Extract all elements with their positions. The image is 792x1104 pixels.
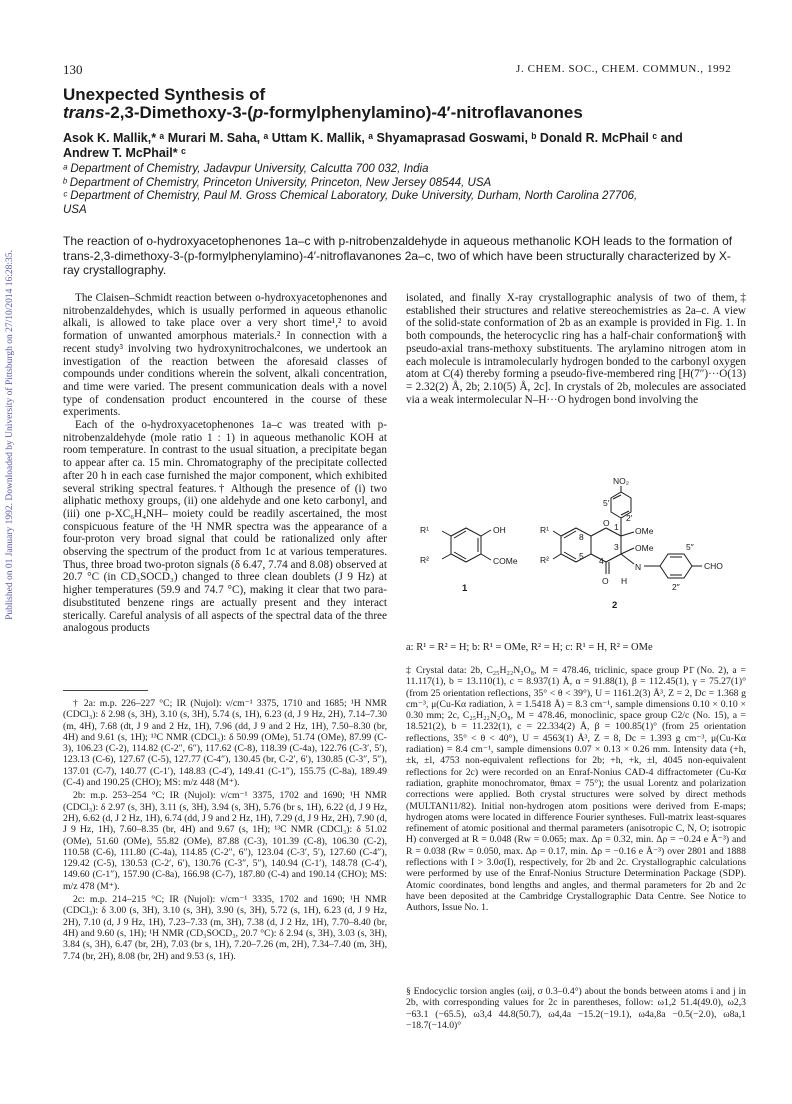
pos-4: 4 — [599, 556, 604, 566]
footnote-rule — [63, 690, 148, 691]
label-oh: OH — [493, 525, 506, 535]
title-line-1: Unexpected Synthesis of — [63, 85, 266, 104]
label-r1-2: R¹ — [540, 525, 549, 535]
author-list — [63, 131, 743, 161]
pos-8: 8 — [579, 532, 584, 542]
download-stamp-text: Published on 01 January 1992. Downloaded by University of Pittsburgh on 27/10/2014 16:28:35. — [5, 250, 15, 620]
title-end: -formylphenylamino)-4′-nitroflavanones — [263, 103, 583, 122]
pos-2-double-prime: 2″ — [672, 582, 680, 592]
title-line-2 — [63, 104, 743, 122]
pos-5-double-prime: 5″ — [686, 542, 694, 552]
affiliation-b: ᵇ Department of Chemistry, Princeton University, Princeton, New Jersey 08544, USA — [63, 176, 492, 189]
pos-1: 1 — [614, 522, 619, 532]
affiliations — [63, 163, 753, 217]
body-paragraph-2: Each of the o-hydroxyacetophenones 1a–c was treated with p-nitrobenzaldehyde (mole ratio 1 : 1) in aqueous methanolic KOH at room temperature. In contrast to the usual situation, a precipitate began to appear after ca. 15 min. Chromatography of the precipitate collected after 20 h in each case furnished the major component, which exhibited several striking spectral features.† Although the presence of (i) two aliphatic methoxy groups, (ii) one aldehyde and one keto carbonyl, and (iii) one p-XC₆H₄NH– moiety could be readily ascertained, the most conspicuous feature of the ¹H NMR spectra was the appearance of a four-proton very broad signal that could be rationalized only after observing the spectrum of the product from 1c at various temperatures. Thus, three broad two-proton signals (δ 6.47, 7.74 and 8.08) observed at 20.7 °C (in CD₃SOCD₃) changed to three clean doublets (J 9 Hz) at higher temperatures (59.9 and 74.7 °C), making it clear that two para-disubstituted benzene rings are actually present and they interact sterically. Careful analysis of all aspects of the spectral data of the three analogous products — [63, 419, 387, 635]
journal-header: J. CHEM. SOC., CHEM. COMMUN., 1992 — [516, 63, 732, 75]
right-column-body — [406, 292, 746, 406]
footnote-2b: 2b: m.p. 253–254 °C; IR (Nujol): ν/cm⁻¹ 3375, 1702 and 1690; ¹H NMR (CDCl₃): δ 2.97 (s, 3H), 3.11 (s, 3H), 3.94 (s, 3H), 5.76 (br s, 1H), 6.22 (d, J 9 Hz, 2H), 6.62 (d, J 2 Hz, 1H), 6.74 (dd, J 9 and 2 Hz, 1H), 7.29 (d, J 9 Hz, 2H), 7.90 (d, J 9 Hz, 1H), 7.60–8.35 (br, 4H) and 9.67 (s, 1H); ¹³C NMR (CDCl₃): δ 51.02 (OMe), 51.60 (OMe), 55.82 (OMe), 87.88 (C-3), 101.39 (C-8), 106.30 (C-2), 110.58 (C-6), 111.80 (C-4a), 114.85 (C-2″, 6″), 123.04 (C-3′, 5′), 127.60 (C-4″), 129.42 (C-5), 130.53 (C-2′, 6′), 130.76 (C-3″, 5″), 140.94 (C-1′), 148.78 (C-4′), 149.60 (C-1″), 157.90 (C-8a), 166.98 (C-7), 187.80 (C-4) and 190.14 (CHO); MS: m/z 478 (M⁺). — [63, 790, 387, 892]
compound-label-2: 2 — [612, 600, 618, 611]
authors-line-2: Andrew T. McPhail* ᶜ — [63, 146, 186, 160]
label-carbonyl-o: O — [602, 576, 609, 586]
reaction-scheme — [406, 476, 746, 636]
affiliation-c: ᶜ Department of Chemistry, Paul M. Gross Chemical Laboratory, Duke University, Durham, North Carolina 27706, — [63, 190, 638, 202]
label-r2-2: R² — [540, 555, 549, 565]
title-middle: -2,3-Dimethoxy-3-( — [104, 103, 253, 122]
authors-line-1: Asok K. Mallik,* ᵃ Murari M. Saha, ᵃ Uttam K. Mallik, ᵃ Shyamaprasad Goswami, ᵇ Donald R. McPhail ᶜ and — [63, 131, 683, 145]
label-ome-2: OMe — [635, 526, 654, 536]
label-come: COMe — [493, 556, 518, 566]
label-n: N — [635, 562, 642, 572]
pos-2-prime: 2′ — [626, 513, 633, 523]
affiliation-c-cont: USA — [63, 203, 87, 216]
label-cho: CHO — [704, 561, 723, 571]
footnote-torsion-angles: § Endocyclic torsion angles (ωij, σ 0.3–0.4°) about the bonds between atoms i and j in 2b, with corresponding values for 2c in parentheses, follow: ω1,2 51.4(49.0), ω2,3 −63.1 (−65.5), ω3,4 44.8(50.7), ω4,4a −15.2(−19.1), ω4a,8a −0.5(−2.0), ω8a,1 −18.7(−14.0)° — [406, 986, 746, 1031]
label-no2: NO₂ — [613, 476, 630, 486]
label-ring-o: O — [603, 518, 610, 528]
body-paragraph-3: isolated, and finally X-ray crystallographic analysis of two of them,‡ established their structures and relative stereochemistries as 2a–c. A view of the solid-state conformation of 2b as an example is provided in Fig. 1. In both compounds, the heterocyclic ring has a half-chair conformation§ with pseudo-axial trans-methoxy substituents. The arylamino nitrogen atom in each molecule is intramolecularly hydrogen bonded to the carbonyl oxygen atom at C(4) thereby forming a pseudo-five-membered ring [H(7″)···O(13) = 2.32(2) Å, 2b; 2.10(5) Å, 2c]. In crystals of 2b, molecules are associated via a weak intermolecular N–H···O hydrogen bond involving the — [406, 292, 746, 406]
compound-1-structure — [420, 525, 518, 594]
article-title — [63, 86, 743, 122]
label-r2: R² — [420, 555, 429, 565]
left-column-body — [63, 292, 387, 635]
scheme-caption: a: R¹ = R² = H; b: R¹ = OMe, R² = H; c: R¹ = H, R² = OMe — [406, 642, 653, 653]
footnote-2a: † 2a: m.p. 226–227 °C; IR (Nujol): ν/cm⁻¹ 3375, 1710 and 1685; ¹H NMR (CDCl₃): δ 2.98 (s, 3H), 3.10 (s, 3H), 5.74 (s, 1H), 6.23 (d, J 9 Hz, 2H), 7.14–7.30 (m, 4H), 7.68 (dt, J 9 and 2 Hz, 1H), 7.96 (dd, J 9 and 2 Hz, 1H), 7.50–8.30 (br, 4H) and 9.61 (s, 1H); ¹³C NMR (CDCl₃): δ 50.99 (OMe), 51.74 (OMe), 87.99 (C-3), 106.23 (C-2), 114.82 (C-2″, 6″), 117.62 (C-8), 118.39 (C-4a), 122.76 (C-3′, 5′), 123.13 (C-6), 127.67 (C-5), 127.77 (C-4″), 130.45 (br, C-2′, 6′), 130.85 (C-3″, 5″), 137.01 (C-7), 140.77 (C-1′), 148.83 (C-4′), 149.41 (C-1″), 155.75 (C-8a), 189.49 (C-4) and 190.25 (CHO); MS: m/z 448 (M⁺). — [63, 698, 387, 789]
label-h: H — [621, 576, 628, 586]
pos-3: 3 — [614, 542, 619, 552]
download-stamp — [0, 210, 20, 660]
page-number: 130 — [63, 62, 83, 77]
abstract: The reaction of o-hydroxyacetophenones 1a–c with p-nitrobenzaldehyde in aqueous methanolic KOH leads to the formation of trans-2,3-dimethoxy-3-(p-formylphenylamino)-4′-nitroflavanones 2a–c, two of which have been structurally characterized by X-ray crystallography. — [63, 234, 733, 277]
title-trans: trans — [63, 103, 105, 122]
footnote-2c: 2c: m.p. 214–215 °C; IR (Nujol): ν/cm⁻¹ 3335, 1702 and 1690; ¹H NMR (CDCl₃): δ 3.00 (s, 3H), 3.10 (s, 3H), 3.90 (s, 3H), 5.72 (s, 1H), 6.23 (d, J 9 Hz, 2H), 7.10 (d, J 9 Hz, 1H), 7.23–7.33 (m, 3H), 7.38 (d, J 2 Hz, 1H), 7.70–8.40 (br, 4H) and 9.60 (s, 1H); ¹H NMR (CD₃SOCD₃, 20.7 °C): δ 2.94 (s, 3H), 3.03 (s, 3H), 3.84 (s, 3H), 6.47 (br, 2H), 7.03 (br s, 1H), 7.20–7.26 (m, 2H), 7.34–7.40 (m, 3H), 7.74 (br, 2H), 8.08 (br, 2H) and 9.53 (s, 1H). — [63, 894, 387, 962]
pos-5: 5 — [579, 551, 584, 561]
label-r1: R¹ — [420, 525, 429, 535]
compound-2-structure — [540, 476, 723, 611]
compound-label-1: 1 — [462, 583, 468, 594]
footnote-crystal-data: ‡ Crystal data: 2b, C₂₅H₂₂N₂O₈, M = 478.46, triclinic, space group P1̄ (No. 2), a = 11.117(1), b = 13.110(1), c = 8.937(1) Å, α = 91.88(1), β = 112.45(1), γ = 75.27(1)° (from 25 orientation reflections, 35° < θ < 39°), U = 1161.2(3) Å³, Z = 2, Dc = 1.368 g cm⁻³, μ(Cu-Kα radiation, λ = 1.5418 Å) = 8.3 cm⁻¹, sample dimensions 0.10 × 0.10 × 0.30 mm; 2c, C₂₅H₂₂N₂O₈, M = 478.46, monoclinic, space group C2/c (No. 15), a = 18.521(2), b = 11.232(1), c = 22.334(2) Å, β = 100.85(1)° (from 25 orientation reflections, 35° < θ < 40°), U = 4563(1) Å³, Z = 8, Dc = 1.393 g cm⁻³, μ(Cu-Kα radiation) = 8.4 cm⁻¹, sample dimensions 0.07 × 0.13 × 0.26 mm. Intensity data (+h, ±k, ±l, 4753 non-equivalent reflections for 2b; +h, +k, ±l, 4045 non-equivalent reflections for 2c) were recorded on an Enraf-Nonius CAD-4 diffractometer (Cu-Kα radiation, graphite monochromator, θmax = 75°); the usual Lorentz and polarization corrections were applied. Both crystal structures were solved by direct methods (MULTAN11/82). Initial non-hydrogen atom positions were derived from E-maps; hydrogen atoms were located in difference Fourier syntheses. Full-matrix least-squares refinement of atomic positional and thermal parameters (anisotropic C, N, O; isotropic H) converged at R = 0.048 (Rw = 0.065; max. Δρ = 0.32, min. Δρ = −0.24 e Å⁻³) and R = 0.038 (Rw = 0.050, max. Δρ = 0.17, min. Δρ = −0.16 e Å⁻³) over 2801 and 1888 reflections with I > 3.0σ(I), respectively, for 2b and 2c. Crystallographic calculations were performed by use of the Enraf-Nonius Structure Determination Package (SDP). Atomic coordinates, bond lengths and angles, and thermal parameters for 2b and 2c have been deposited at the Cambridge Crystallographic Data Centre. See Notice to Authors, Issue No. 1. — [406, 665, 746, 914]
affiliation-a: ᵃ Department of Chemistry, Jadavpur University, Calcutta 700 032, India — [63, 163, 429, 175]
pos-5-prime: 5′ — [603, 498, 610, 508]
body-paragraph-1: The Claisen–Schmidt reaction between o-hydroxyacetophenones and nitrobenzaldehydes, which is usually performed in aqueous ethanolic alkali, is allowed to take place over a very short time¹,² to avoid formation of unwanted amorphous materials.² In connection with a recent study³ involving two hydroxynitrochalcones, we undertook an investigation of the reaction between the aforesaid classes of compounds under conditions wherein the solvent, alkali concentration, and time were varied. The present communication deals with a novel type of condensation product encountered in the course of these experiments. — [63, 292, 387, 419]
label-ome-3: OMe — [635, 543, 654, 553]
footnotes-nmr — [63, 698, 387, 964]
title-p: p — [252, 103, 264, 122]
